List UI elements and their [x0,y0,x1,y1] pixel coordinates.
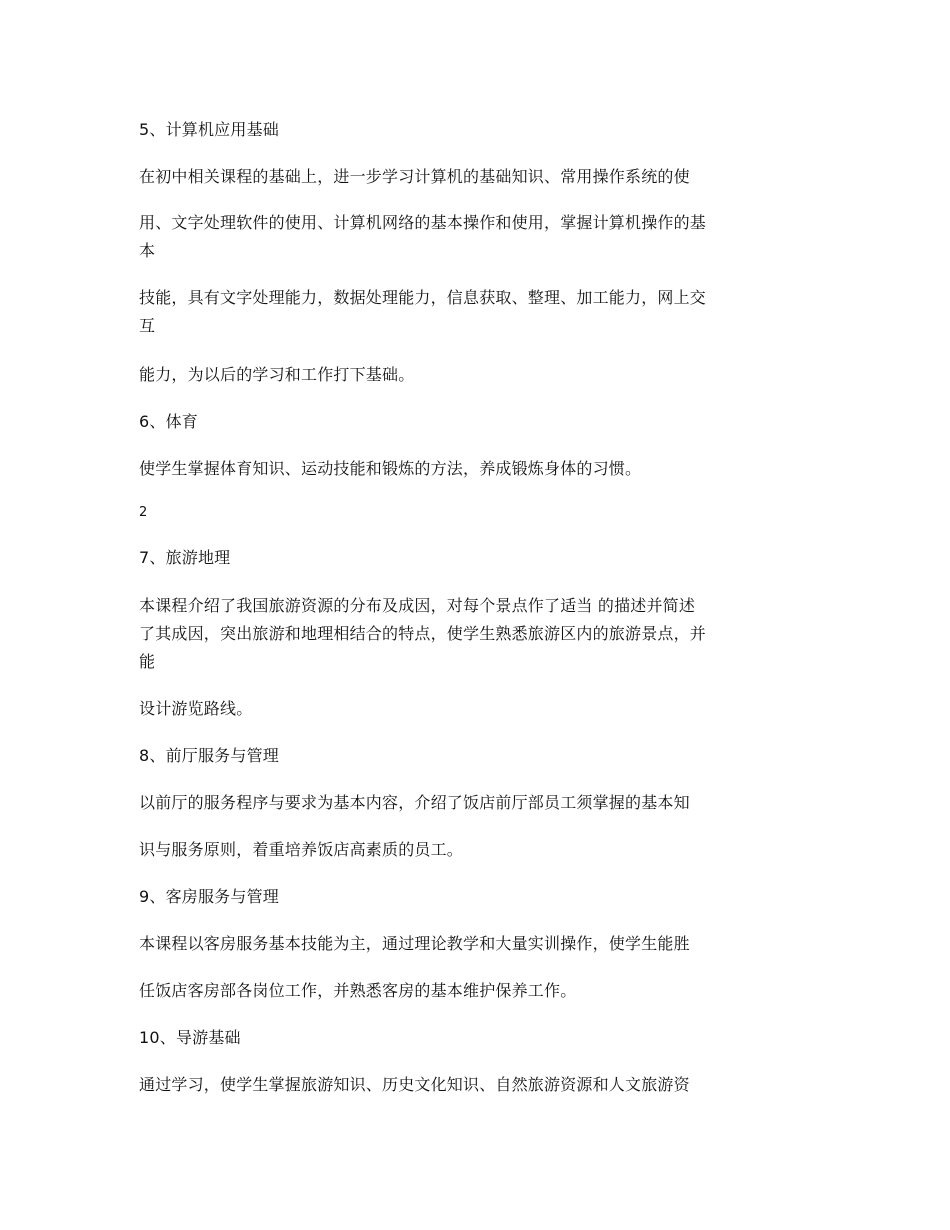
paragraph-line: 本 [139,241,156,260]
section-heading-8: 8、前厅服务与管理 [139,746,279,765]
paragraph-line: 能力，为以后的学习和工作打下基础。 [139,365,415,384]
paragraph-line: 通过学习，使学生掌握旅游知识、历史文化知识、自然旅游资源和人文旅游资 [139,1075,690,1094]
paragraph-line: 设计游览路线。 [139,699,253,718]
paragraph-line: 在初中相关课程的基础上，进一步学习计算机的基础知识、常用操作系统的使 [139,167,690,186]
section-heading-5: 5、计算机应用基础 [139,120,279,139]
paragraph-line: 技能，具有文字处理能力，数据处理能力，信息获取、整理、加工能力，网上交 [139,288,707,307]
paragraph-line: 用、文字处理软件的使用、计算机网络的基本操作和使用，掌握计算机操作的基 [139,213,707,232]
paragraph-line: 任饭店客房部各岗位工作，并熟悉客房的基本维护保养工作。 [139,981,577,1000]
paragraph-line: 本课程以客房服务基本技能为主，通过理论教学和大量实训操作，使学生能胜 [139,934,690,953]
paragraph-line: 互 [139,316,156,335]
section-heading-10: 10、导游基础 [139,1028,241,1047]
section-heading-7: 7、旅游地理 [139,548,231,567]
paragraph-line: 使学生掌握体育知识、运动技能和锻炼的方法，养成锻炼身体的习惯。 [139,459,642,478]
section-heading-9: 9、客房服务与管理 [139,887,279,906]
page-number: 2 [139,505,148,520]
paragraph-line: 以前厅的服务程序与要求为基本内容，介绍了饭店前厅部员工须掌握的基本知 [139,793,690,812]
paragraph-line: 本课程介绍了我国旅游资源的分布及成因，对每个景点作了适当 的描述并简述 [139,596,696,615]
section-heading-6: 6、体育 [139,412,198,431]
paragraph-line: 能 [139,652,156,671]
paragraph-line: 了其成因，突出旅游和地理相结合的特点，使学生熟悉旅游区内的旅游景点，并 [139,624,707,643]
paragraph-line: 识与服务原则，着重培养饭店高素质的员工。 [139,840,464,859]
